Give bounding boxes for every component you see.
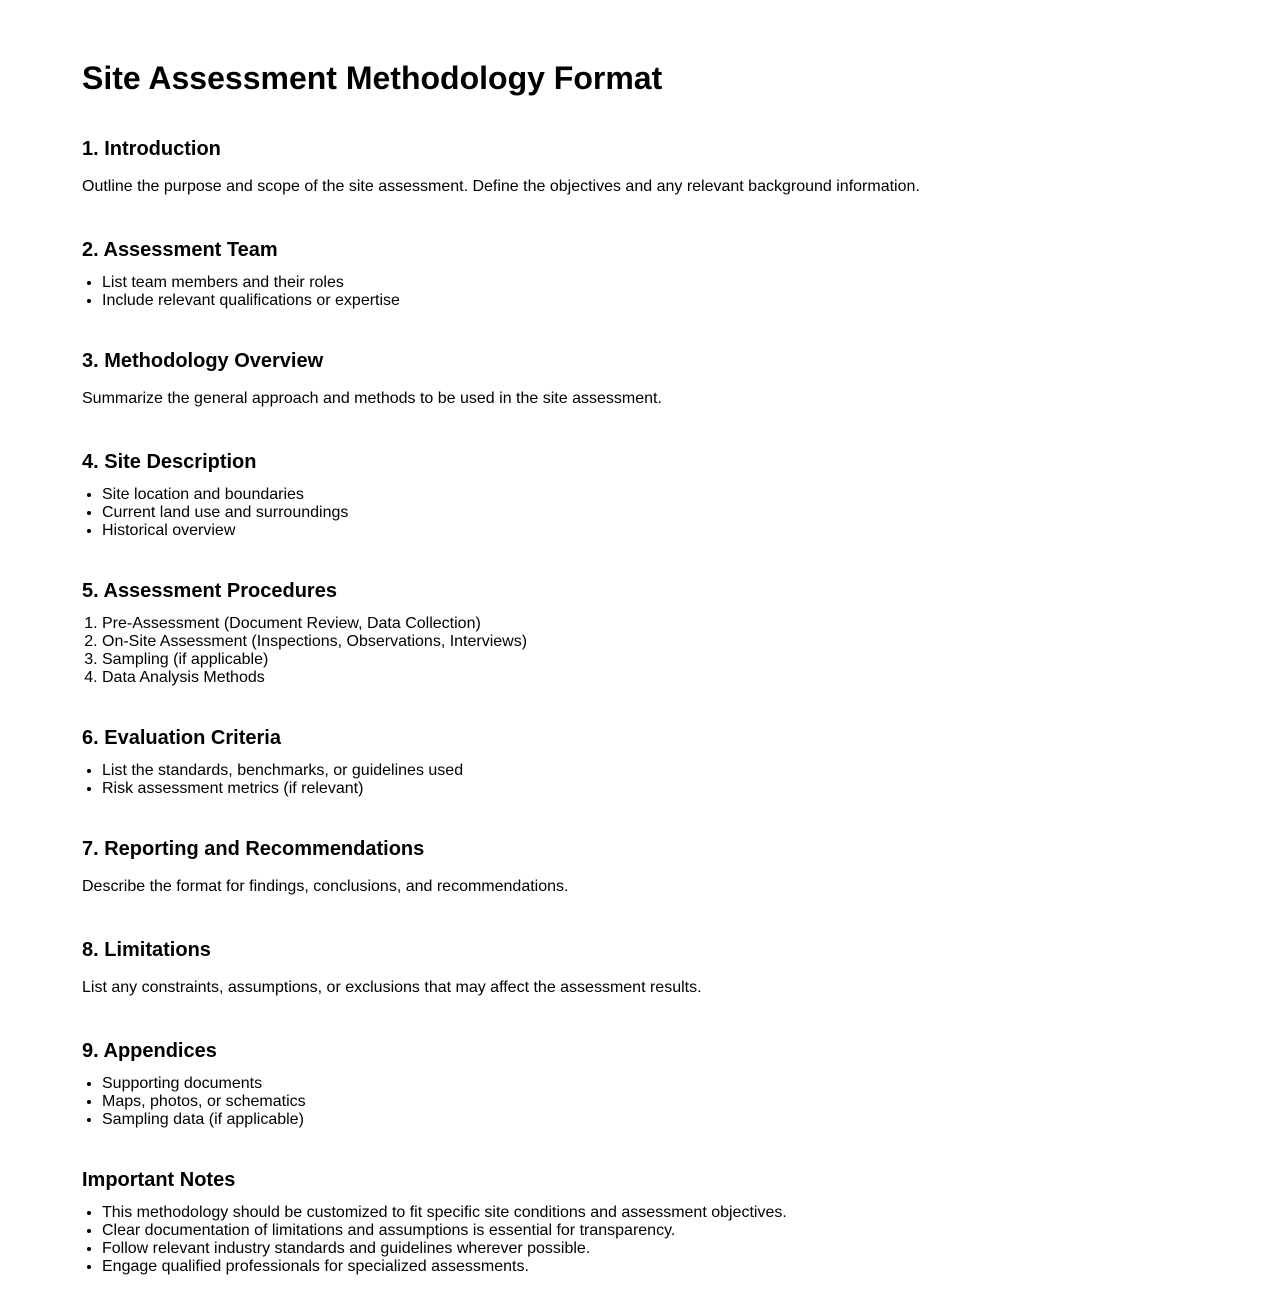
section-important-notes bbox=[82, 1168, 1196, 1276]
bullet-list bbox=[82, 1204, 1196, 1276]
section-assessment-team bbox=[82, 238, 1196, 310]
list-item: • Risk assessment metrics (if relevant) bbox=[102, 780, 1196, 798]
section-text: List any constraints, assumptions, or exclusions that may affect the assessment results. bbox=[82, 979, 702, 996]
list-item: • This methodology should be customized to fit specific site conditions and assessment objectives. bbox=[102, 1204, 1196, 1222]
section-heading: 9. Appendices bbox=[82, 1040, 217, 1062]
section-methodology-overview bbox=[82, 349, 1196, 409]
section-heading: 5. Assessment Procedures bbox=[82, 580, 337, 602]
list-item: • Engage qualified professionals for specialized assessments. bbox=[102, 1258, 1196, 1276]
list-item: 3. Sampling (if applicable) bbox=[102, 651, 1196, 669]
list-item: • List team members and their roles bbox=[102, 274, 1196, 292]
section-heading: 3. Methodology Overview bbox=[82, 350, 324, 372]
list-item: 2. On-Site Assessment (Inspections, Observations, Interviews) bbox=[102, 633, 1196, 651]
list-item: 4. Data Analysis Methods bbox=[102, 669, 1196, 687]
section-heading: 4. Site Description bbox=[82, 451, 257, 473]
section-site-description bbox=[82, 450, 1196, 540]
list-item: • Maps, photos, or schematics bbox=[102, 1093, 1196, 1111]
list-item: • Site location and boundaries bbox=[102, 486, 1196, 504]
section-text: Describe the format for findings, conclusions, and recommendations. bbox=[82, 878, 569, 895]
list-item: • Sampling data (if applicable) bbox=[102, 1111, 1196, 1129]
list-item: • Historical overview bbox=[102, 522, 1196, 540]
list-item: • Follow relevant industry standards and guidelines wherever possible. bbox=[102, 1240, 1196, 1258]
list-item: • Clear documentation of limitations and assumptions is essential for transparency. bbox=[102, 1222, 1196, 1240]
list-item: • List the standards, benchmarks, or guidelines used bbox=[102, 762, 1196, 780]
numbered-list bbox=[82, 615, 1196, 687]
section-introduction bbox=[82, 137, 1196, 197]
list-item: • Include relevant qualifications or expertise bbox=[102, 292, 1196, 310]
section-appendices bbox=[82, 1039, 1196, 1129]
list-item: • Supporting documents bbox=[102, 1075, 1196, 1093]
bullet-list bbox=[82, 762, 1196, 798]
section-text: Summarize the general approach and methods to be used in the site assessment. bbox=[82, 390, 662, 407]
section-heading: 2. Assessment Team bbox=[82, 239, 278, 261]
page-title: Site Assessment Methodology Format bbox=[82, 60, 663, 96]
section-assessment-procedures bbox=[82, 579, 1196, 687]
section-evaluation-criteria bbox=[82, 726, 1196, 798]
section-limitations bbox=[82, 938, 1196, 998]
list-item: 1. Pre-Assessment (Document Review, Data Collection) bbox=[102, 615, 1196, 633]
section-heading: 7. Reporting and Recommendations bbox=[82, 838, 425, 860]
section-heading: 1. Introduction bbox=[82, 138, 221, 160]
bullet-list bbox=[82, 274, 1196, 310]
section-heading: Important Notes bbox=[82, 1169, 236, 1191]
bullet-list bbox=[82, 1075, 1196, 1129]
bullet-list bbox=[82, 486, 1196, 540]
section-text: Outline the purpose and scope of the site assessment. Define the objectives and any relevant background information. bbox=[82, 178, 920, 195]
section-heading: 8. Limitations bbox=[82, 939, 211, 961]
list-item: • Current land use and surroundings bbox=[102, 504, 1196, 522]
section-heading: 6. Evaluation Criteria bbox=[82, 727, 281, 749]
section-reporting bbox=[82, 837, 1196, 897]
